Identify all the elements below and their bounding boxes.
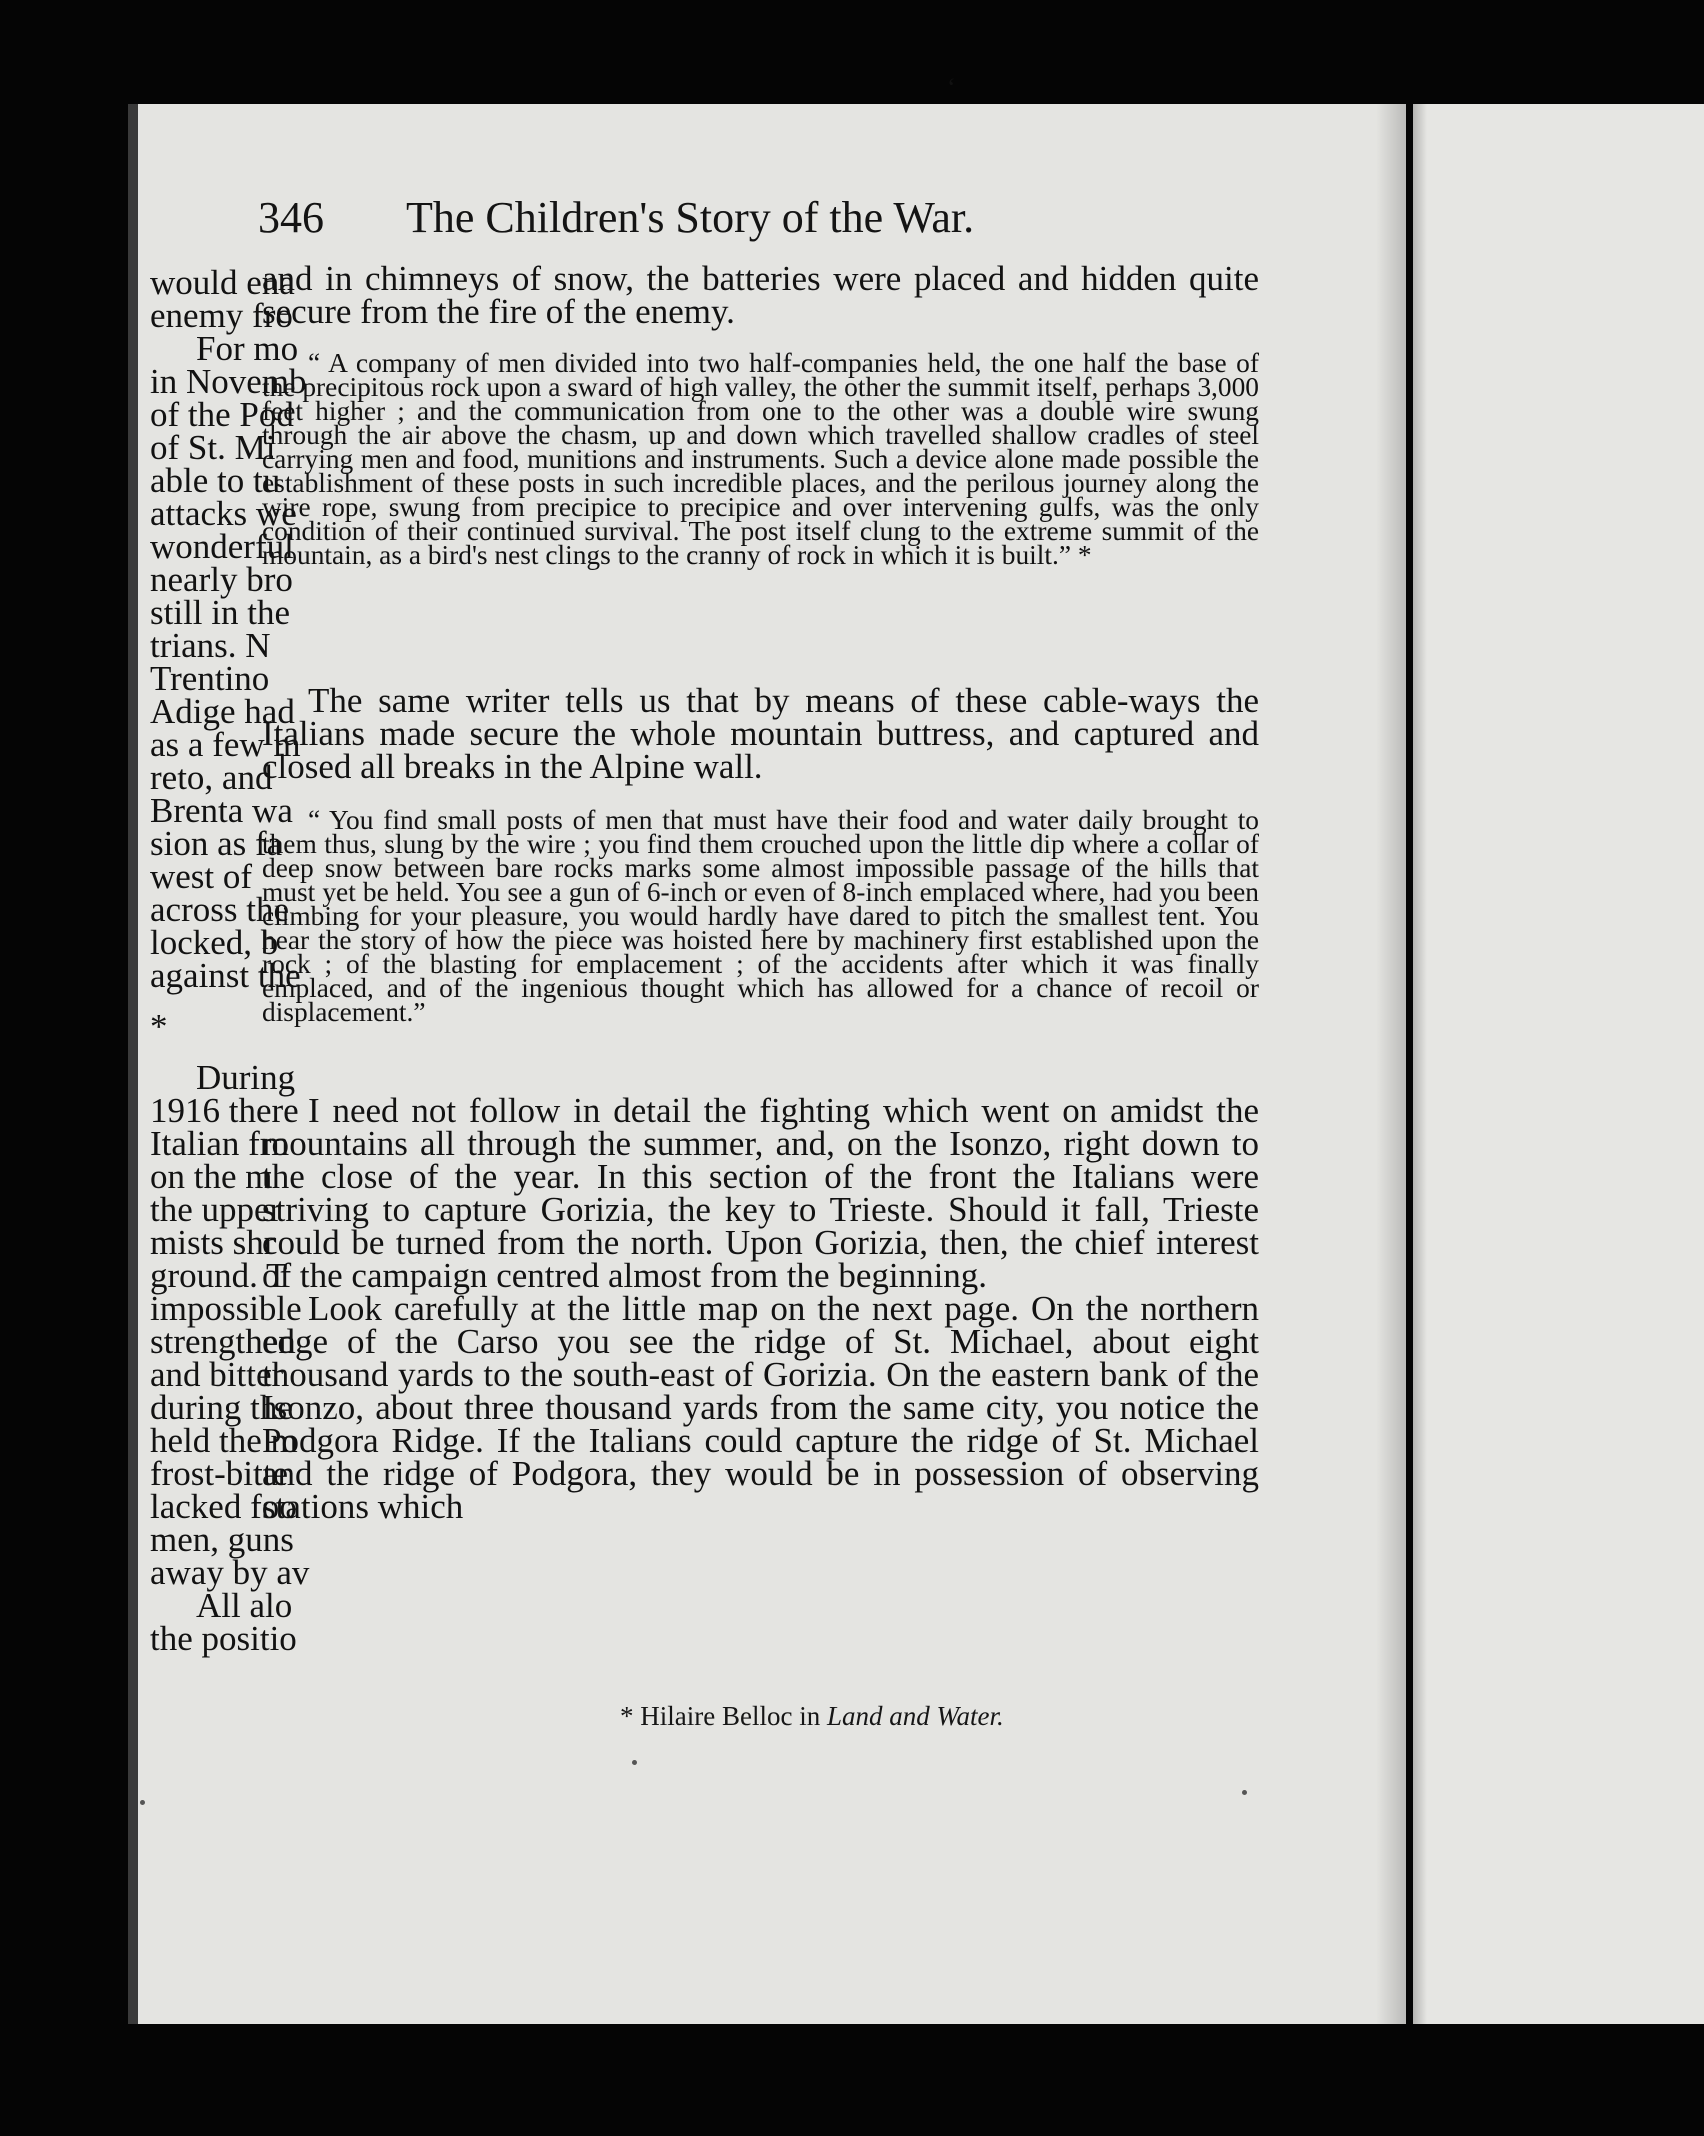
paragraph-text: I need not follow in detail the fighting which went on amidst the mountains all through the summer, and, on the Isonzo, right down to the close of the year. In this section of the front the Italians were striving to capture Gorizia, the key to Trieste. Should it fall, Trieste could be turned from the north. Upon Gorizia, then, the chief interest of the campaign centred almost from the beginning. (262, 1091, 1259, 1295)
right-page-line: locked, b (150, 923, 279, 962)
footnote (620, 1700, 1004, 1732)
right-page-line: mists shr (150, 1223, 276, 1262)
right-page-line: Italian fro (150, 1124, 289, 1163)
right-page-line: in Novemb (150, 362, 307, 401)
right-page-line: would ena (150, 263, 295, 302)
right-page-line: strengthen (150, 1322, 296, 1361)
speck (632, 1760, 637, 1765)
gutter-shadow (1376, 104, 1406, 2024)
right-page-line: Trentino (150, 659, 270, 698)
running-title: The Children's Story of the War. (406, 193, 975, 242)
right-page-line: wonderful (150, 527, 294, 566)
right-page-line: against the (150, 956, 301, 995)
right-page-line: held the m (150, 1421, 298, 1460)
right-page-line: the upper (150, 1190, 282, 1229)
right-page-line: reto, and (150, 758, 273, 797)
right-page-line: sion as fa (150, 824, 283, 863)
right-page-line: All alo (196, 1586, 293, 1625)
right-page-line: the positio (150, 1619, 297, 1658)
right-page-line: during the (150, 1388, 293, 1427)
right-page-line: still in the (150, 593, 290, 632)
right-page-line: as a few m (150, 725, 301, 764)
right-page-line: frost-bitte (150, 1454, 289, 1493)
right-page-line: men, guns (150, 1520, 294, 1559)
quote-small-posts (262, 805, 1259, 1027)
right-page-line: nearly bro (150, 560, 293, 599)
right-page-column (150, 263, 310, 1658)
right-page-line: lacked foo (150, 1487, 297, 1526)
footnote-author: Hilaire Belloc in (640, 1701, 821, 1731)
gutter-shadow (1413, 104, 1427, 2024)
right-page-line: of St. Mi (150, 428, 276, 467)
right-page-line: During (196, 1058, 296, 1097)
right-page-line: of the Pod (150, 395, 294, 434)
right-page-line: trians. N (150, 626, 271, 665)
right-page-line: impossible (150, 1289, 302, 1328)
right-page-line: and bitter (150, 1355, 284, 1394)
quote-text: “ A company of men divided into two half-companies held, the one half the base of the precipitous rock upon a sward of high valley, the other the summit itself, perhaps 3,000 feet higher ; and the communication from one to the other was a double wire swung through the air above the chasm, up and down which travelled shallow cradles of steel carrying men and food, munitions and instruments. Such a device alone made possible the establishment of these posts in such incredible places, and the perilous journey along the wire rope, swung from precipice to precipice and over intervening gulfs, was the only condition of their continued survival. The post itself clung to the extreme summit of the mountain, as a bird's nest clings to the cranny of rock in which it is built.” * (262, 348, 1259, 570)
speck (140, 1800, 145, 1805)
right-page-line: attacks we (150, 494, 297, 533)
right-page-line: ground. T (150, 1256, 288, 1295)
right-page-line: Brenta wa (150, 791, 293, 830)
right-page-line: Adige had (150, 692, 295, 731)
right-page-line: * (150, 1007, 168, 1046)
right-page-line: able to tu (150, 461, 281, 500)
right-page-line: away by av (150, 1553, 310, 1592)
paragraph-text: The same writer tells us that by means of these cable-ways the Italians made secure the whole mountain buttress, and captured and closed all breaks in the Alpine wall. (262, 681, 1259, 786)
paragraph-text: Look carefully at the little map on the next page. On the northern edge of the Carso you see the ridge of St. Michael, about eight thousand yards to the south-east of Gorizia. On the eastern bank of the Isonzo, about three thousand yards from the same city, you notice the Podgora Ridge. If the Italians could capture the ridge of St. Michael and the ridge of Podgora, they would be in possession of observing stations which (262, 1289, 1259, 1526)
quote-text: “ You find small posts of men that must have their food and water daily brought to them thus, slung by the wire ; you find them crouched upon the little dip where a collar of deep snow between bare rocks marks some almost impossible passage of the hills that must yet be held. You see a gun of 6-inch or even of 8-inch emplaced where, had you been climbing for your pleasure, you would hardly have dared to pitch the smallest tent. You hear the story of how the piece was hoisted here by machinery first established upon the rock ; of the blasting for emplacement ; of the accidents after which it was finally emplaced, and of the ingenious thought which has allowed for a chance of recoil or displacement.” (262, 805, 1259, 1027)
right-page-line: across the (150, 890, 289, 929)
quote-company-of-men (262, 348, 1259, 570)
right-page-line: west of (150, 857, 253, 896)
page-header (258, 188, 1158, 248)
page-number: 346 (258, 193, 324, 242)
tick-mark: ʻ (947, 73, 956, 102)
right-page-line: enemy fro (150, 296, 293, 335)
right-page (1413, 104, 1704, 2024)
speck (1242, 1790, 1247, 1795)
footnote-title: Land and Water. (826, 1701, 1004, 1731)
right-page-line: For mo (196, 329, 299, 368)
paragraph-cable-ways (262, 681, 1259, 786)
paragraph-gorizia (262, 1091, 1259, 1526)
right-page-line: on the m (150, 1157, 273, 1196)
footnote-mark: * (620, 1701, 634, 1731)
right-page-line: 1916 there (150, 1091, 299, 1130)
paragraph-snow-batteries: and in chimneys of snow, the batteries were placed and hidden quite secure from the fire of the enemy. (262, 259, 1259, 331)
